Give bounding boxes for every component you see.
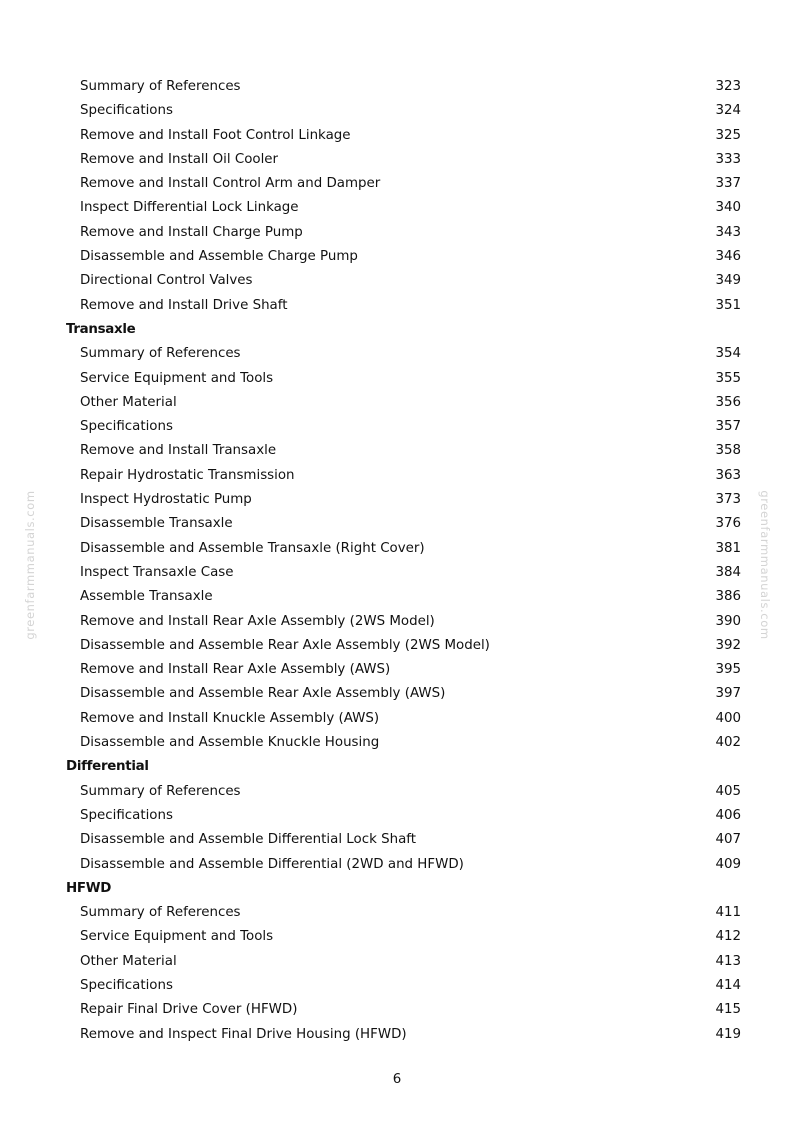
toc-entry[interactable] bbox=[0, 196, 794, 220]
toc-entry[interactable] bbox=[0, 925, 794, 949]
entry-page-number: 411 bbox=[715, 905, 741, 921]
entry-title: Specifications bbox=[80, 977, 173, 993]
entry-title: Repair Hydrostatic Transmission bbox=[80, 467, 295, 483]
entry-page-number: 390 bbox=[715, 613, 741, 629]
entry-page-number: 386 bbox=[715, 589, 741, 605]
toc-entry[interactable] bbox=[0, 415, 794, 439]
watermark-right: greenfarmmanuals.com bbox=[758, 490, 772, 640]
entry-page-number: 406 bbox=[715, 807, 741, 823]
entry-title: Other Material bbox=[80, 394, 177, 410]
toc-entry[interactable] bbox=[0, 901, 794, 925]
entry-title: Specifications bbox=[80, 807, 173, 823]
entry-title: Disassemble and Assemble Transaxle (Right Cover) bbox=[80, 540, 425, 556]
toc-section-heading bbox=[0, 877, 794, 901]
entry-title: Disassemble Transaxle bbox=[80, 516, 233, 532]
toc-entry[interactable] bbox=[0, 610, 794, 634]
toc-entry[interactable] bbox=[0, 464, 794, 488]
entry-title: Service Equipment and Tools bbox=[80, 370, 274, 386]
entry-title: Service Equipment and Tools bbox=[80, 929, 274, 945]
toc-entry[interactable] bbox=[0, 950, 794, 974]
entry-page-number: 400 bbox=[715, 710, 741, 726]
entry-title: Directional Control Valves bbox=[80, 273, 253, 289]
entry-title: Repair Final Drive Cover (HFWD) bbox=[80, 1002, 298, 1018]
entry-title: Remove and Install Rear Axle Assembly (AWS) bbox=[80, 662, 391, 678]
entry-page-number: 373 bbox=[715, 492, 741, 508]
watermark-left: greenfarmmanuals.com bbox=[23, 490, 37, 640]
entry-page-number: 325 bbox=[715, 127, 741, 143]
toc-entry[interactable] bbox=[0, 731, 794, 755]
entry-page-number: 355 bbox=[715, 370, 741, 386]
entry-page-number: 397 bbox=[715, 686, 741, 702]
toc-entry[interactable] bbox=[0, 707, 794, 731]
entry-page-number: 337 bbox=[715, 176, 741, 192]
entry-title: Disassemble and Assemble Rear Axle Assembly (AWS) bbox=[80, 686, 446, 702]
entry-title: Disassemble and Assemble Differential Lock Shaft bbox=[80, 832, 417, 848]
entry-page-number: 356 bbox=[715, 394, 741, 410]
toc-entry[interactable] bbox=[0, 853, 794, 877]
toc-entry[interactable] bbox=[0, 99, 794, 123]
entry-title: Other Material bbox=[80, 953, 177, 969]
toc-entry[interactable] bbox=[0, 512, 794, 536]
toc-entry[interactable] bbox=[0, 561, 794, 585]
entry-title: Remove and Install Transaxle bbox=[80, 443, 277, 459]
entry-title: Specifications bbox=[80, 103, 173, 119]
toc-entry[interactable] bbox=[0, 269, 794, 293]
toc-entry[interactable] bbox=[0, 1023, 794, 1047]
entry-title: Disassemble and Assemble Knuckle Housing bbox=[80, 735, 380, 751]
toc-entry[interactable] bbox=[0, 245, 794, 269]
entry-title: Disassemble and Assemble Rear Axle Assembly (2WS Model) bbox=[80, 637, 490, 653]
entry-page-number: 340 bbox=[715, 200, 741, 216]
toc-entry[interactable] bbox=[0, 391, 794, 415]
toc-entry[interactable] bbox=[0, 537, 794, 561]
entry-page-number: 333 bbox=[715, 151, 741, 167]
entry-title: Specifications bbox=[80, 419, 173, 435]
entry-page-number: 384 bbox=[715, 564, 741, 580]
entry-title: Remove and Install Drive Shaft bbox=[80, 297, 288, 313]
toc-entry[interactable] bbox=[0, 439, 794, 463]
toc-entry[interactable] bbox=[0, 804, 794, 828]
entry-page-number: 419 bbox=[715, 1026, 741, 1042]
entry-page-number: 392 bbox=[715, 637, 741, 653]
entry-page-number: 357 bbox=[715, 419, 741, 435]
toc-entry[interactable] bbox=[0, 585, 794, 609]
toc-entry[interactable] bbox=[0, 998, 794, 1022]
toc-section-heading bbox=[0, 318, 794, 342]
entry-title: Inspect Transaxle Case bbox=[80, 564, 234, 580]
section-title: HFWD bbox=[66, 880, 112, 896]
entry-page-number: 351 bbox=[715, 297, 741, 313]
toc-entry[interactable] bbox=[0, 342, 794, 366]
entry-title: Inspect Hydrostatic Pump bbox=[80, 492, 252, 508]
entry-title: Remove and Install Rear Axle Assembly (2WS Model) bbox=[80, 613, 435, 629]
toc-entry[interactable] bbox=[0, 974, 794, 998]
entry-title: Disassemble and Assemble Differential (2WD and HFWD) bbox=[80, 856, 464, 872]
toc-entry[interactable] bbox=[0, 221, 794, 245]
toc-entry[interactable] bbox=[0, 828, 794, 852]
section-title: Differential bbox=[66, 759, 149, 775]
entry-page-number: 354 bbox=[715, 346, 741, 362]
toc-section-heading bbox=[0, 755, 794, 779]
entry-page-number: 376 bbox=[715, 516, 741, 532]
entry-page-number: 414 bbox=[715, 977, 741, 993]
entry-page-number: 395 bbox=[715, 662, 741, 678]
toc-entry[interactable] bbox=[0, 780, 794, 804]
toc-entry[interactable] bbox=[0, 294, 794, 318]
entry-page-number: 358 bbox=[715, 443, 741, 459]
entry-page-number: 363 bbox=[715, 467, 741, 483]
toc-entry[interactable] bbox=[0, 148, 794, 172]
entry-title: Remove and Install Charge Pump bbox=[80, 224, 303, 240]
table-of-contents bbox=[0, 75, 794, 1047]
section-title: Transaxle bbox=[66, 321, 136, 337]
toc-entry[interactable] bbox=[0, 634, 794, 658]
entry-page-number: 412 bbox=[715, 929, 741, 945]
entry-title: Remove and Inspect Final Drive Housing (HFWD) bbox=[80, 1026, 407, 1042]
entry-title: Summary of References bbox=[80, 346, 241, 362]
page-number: 6 bbox=[392, 1072, 402, 1087]
entry-page-number: 415 bbox=[715, 1002, 741, 1018]
entry-title: Inspect Differential Lock Linkage bbox=[80, 200, 299, 216]
entry-title: Remove and Install Foot Control Linkage bbox=[80, 127, 351, 143]
toc-entry[interactable] bbox=[0, 124, 794, 148]
toc-entry[interactable] bbox=[0, 658, 794, 682]
entry-title: Disassemble and Assemble Charge Pump bbox=[80, 249, 358, 265]
toc-entry[interactable] bbox=[0, 488, 794, 512]
toc-entry[interactable] bbox=[0, 682, 794, 706]
entry-page-number: 381 bbox=[715, 540, 741, 556]
entry-title: Remove and Install Control Arm and Damper bbox=[80, 176, 381, 192]
entry-page-number: 324 bbox=[715, 103, 741, 119]
entry-page-number: 323 bbox=[715, 79, 741, 94]
entry-title: Remove and Install Knuckle Assembly (AWS) bbox=[80, 710, 380, 726]
entry-page-number: 343 bbox=[715, 224, 741, 240]
toc-entry[interactable] bbox=[0, 75, 794, 99]
toc-entry[interactable] bbox=[0, 367, 794, 391]
entry-page-number: 409 bbox=[715, 856, 741, 872]
entry-page-number: 407 bbox=[715, 832, 741, 848]
entry-title: Assemble Transaxle bbox=[80, 589, 213, 605]
entry-page-number: 402 bbox=[715, 735, 741, 751]
entry-page-number: 405 bbox=[715, 783, 741, 799]
entry-page-number: 413 bbox=[715, 953, 741, 969]
entry-title: Remove and Install Oil Cooler bbox=[80, 151, 279, 167]
entry-page-number: 346 bbox=[715, 249, 741, 265]
entry-title: Summary of References bbox=[80, 783, 241, 799]
entry-title: Summary of References bbox=[80, 79, 241, 94]
entry-page-number: 349 bbox=[715, 273, 741, 289]
toc-entry[interactable] bbox=[0, 172, 794, 196]
entry-title: Summary of References bbox=[80, 905, 241, 921]
